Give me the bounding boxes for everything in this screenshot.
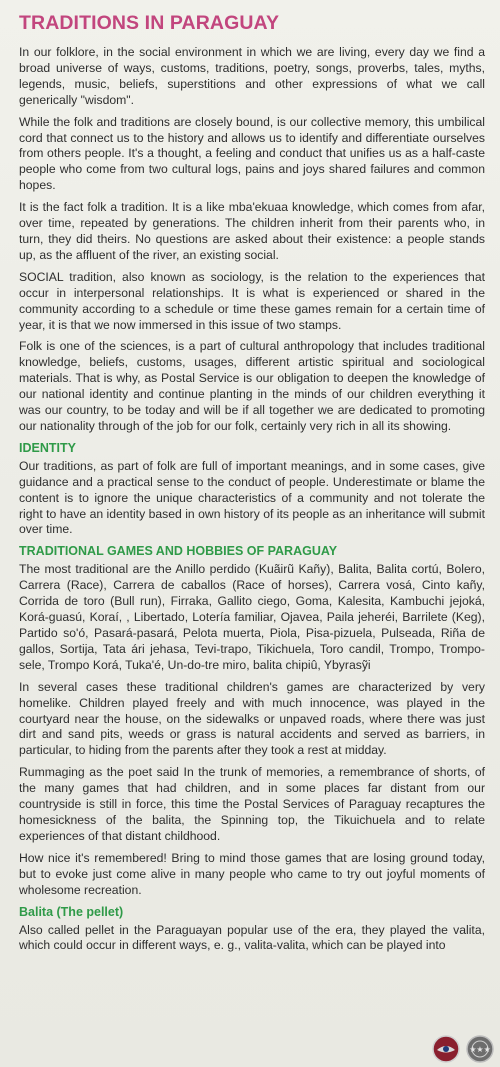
games-paragraph-3: Rummaging as the poet said In the trunk of memories, a remembrance of shorts, of the many games that had children, and in some places far distant from our countryside is still in force, this time the Postal Services of Paraguay recaptures the homesickness of the balita, the Spinning top, the Tikuichuela and to relate experiences of that distant childhood.: [19, 765, 485, 843]
identity-paragraph: Our traditions, as part of folk are full of important meanings, and in some cases, give guidance and a practical sense to the conduct of people. Underestimate or blame the content is to ignore the unique characteristics of a community and not tolerate the right to have an identity based in own history of its people as an inheritance will submit over time.: [19, 458, 485, 537]
balita-paragraph: Also called pellet in the Paraguayan popular use of the era, they played the valita, which could occur in different ways, e. g., valita-valita, which can be played into: [19, 922, 485, 953]
postal-seal-icon: [432, 1035, 460, 1063]
intro-paragraph-3: It is the fact folk a tradition. It is a like mba'ekuaa knowledge, which comes from afar, over time, repeated by generations. The children inherit from their parents who, in turn, they did theirs. No questions are asked about their existence: a people stands up, as the affluent of the river, an existing social.: [19, 200, 485, 262]
games-heading: TRADITIONAL GAMES AND HOBBIES OF PARAGUAY: [19, 544, 338, 559]
intro-paragraph-5: Folk is one of the sciences, is a part of cultural anthropology that includes traditional knowledge, beliefs, customs, usages, different artistic spiritual and sociological materials. That is why, as Postal Service is our obligation to deepen the knowledge of our national identity and continue planting in the minds of our children everything it was our country, to be today and will be if all together we are dedicated to promoting our nationality through of the job for our folk, certainly very rich in all its showing.: [19, 339, 485, 433]
balita-heading: Balita (The pellet): [19, 904, 124, 919]
games-paragraph-4: How nice it's remembered! Bring to mind those games that are losing ground today, but to evoke just come alive in many people who came to try out joyful moments of wholesome recreation.: [19, 850, 485, 897]
games-paragraph-2: In several cases these traditional children's games are characterized by very homelike. Children played freely and with much innocence, was played in the courtyard near the house, on the sidewalks or unpaved roads, where there was just dirt and sand pits, weeds or grass is natural accidents and served as barriers, in particular, to hiding from the parents after they took a rest at midday.: [19, 679, 485, 758]
intro-paragraph-2: While the folk and traditions are closely bound, is our collective memory, this umbilical cord that connect us to the history and allows us to identify and differentiate ourselves from others people. It's a thought, a feeling and conduct that unifies us as a half-caste people who come from two cultural logs, pains and joys shared failures and common hopes.: [19, 114, 485, 193]
intro-paragraph-1: In our folklore, in the social environment in which we are living, every day we find a broad universe of ways, customs, traditions, poetry, songs, proverbs, tales, myths, legends, music, beliefs, superstitions and other expressions of what we call generically "wisdom".: [19, 45, 485, 107]
page-title: TRADITIONS IN PARAGUAY: [19, 12, 280, 34]
postal-seals: [432, 1035, 494, 1063]
emblem-seal-icon: [466, 1035, 494, 1063]
intro-paragraph-4: SOCIAL tradition, also known as sociology, is the relation to the experiences that occur in interpersonal relationships. It is what is experienced or shared in the community according to a schedule or time these games remain for a certain time of year, it is that we now immersed in this issue of two stamps.: [19, 269, 485, 332]
svg-text:★★★: ★★★: [469, 1045, 491, 1054]
identity-heading: IDENTITY: [19, 440, 76, 455]
games-paragraph-1: The most traditional are the Anillo perdido (Kuãirũ Kañy), Balita, Balita cortú, Bolero, Carrera (Race), Carrera de caballos (Race of horses), Carrera vosá, Cinto kañy, Corrida de toro (Bull run), Firraka, Gallito ciego, Goma, Kalesita, Kambuchi jejoká, Korá-guasú, Koraí, , Libertado, Lotería familiar, Ojavea, Paila jeheréi, Barrilete (Keg), Partido so'ó, Pasará-pasará, Pelota muerta, Piola, Pisa-pizuela, Pulseada, Riña de gallos, Sortija, Tata ári jehasa, Tevi-trapo, Tikichuela, Toro candil, Trompo, Trompo-sele, Trompo Korá, Tuka'é, Un-do-tre miro, balita chipiû, Ybyrasỹi: [19, 562, 485, 672]
article: [19, 12, 485, 960]
